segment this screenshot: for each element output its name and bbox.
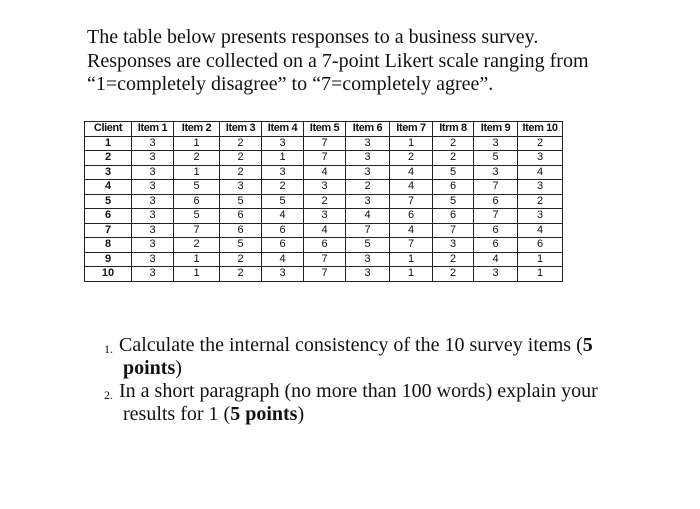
table-cell: 1	[174, 267, 220, 282]
table-row	[85, 267, 563, 282]
table-cell: 7	[390, 194, 433, 209]
table-cell: 3	[132, 151, 174, 166]
client-cell: 2	[85, 151, 132, 166]
client-cell: 6	[85, 209, 132, 224]
column-header: Item 4	[262, 122, 304, 137]
table-cell: 1	[390, 252, 433, 267]
table-cell: 2	[220, 151, 262, 166]
table-cell: 3	[132, 194, 174, 209]
table-cell: 3	[346, 194, 390, 209]
table-cell: 2	[433, 267, 474, 282]
table-cell: 3	[518, 180, 563, 195]
table-cell: 5	[433, 165, 474, 180]
table-row	[85, 180, 563, 195]
table-cell: 2	[174, 151, 220, 166]
table-cell: 2	[518, 136, 563, 151]
table-cell: 6	[518, 238, 563, 253]
table-cell: 1	[390, 136, 433, 151]
question-number: 2.	[104, 388, 113, 402]
table-cell: 1	[174, 165, 220, 180]
table-cell: 1	[174, 136, 220, 151]
table-cell: 4	[304, 165, 346, 180]
question-number: 1.	[104, 342, 113, 356]
table-cell: 6	[433, 209, 474, 224]
column-header: Item 5	[304, 122, 346, 137]
table-cell: 7	[304, 136, 346, 151]
table-cell: 2	[518, 194, 563, 209]
table-cell: 3	[518, 151, 563, 166]
table-cell: 6	[390, 209, 433, 224]
question-text: Calculate the internal consistency of the 10 survey items (	[119, 334, 583, 356]
table-cell: 1	[390, 267, 433, 282]
table-cell: 5	[346, 238, 390, 253]
client-cell: 4	[85, 180, 132, 195]
table-cell: 5	[174, 209, 220, 224]
table-cell: 5	[220, 238, 262, 253]
client-cell: 8	[85, 238, 132, 253]
table-cell: 2	[174, 238, 220, 253]
table-cell: 6	[262, 238, 304, 253]
table-cell: 4	[390, 180, 433, 195]
table-cell: 7	[304, 252, 346, 267]
table-cell: 7	[474, 209, 518, 224]
table-row	[85, 165, 563, 180]
table-cell: 4	[518, 165, 563, 180]
table-cell: 3	[346, 165, 390, 180]
table-cell: 6	[220, 223, 262, 238]
table-cell: 1	[174, 252, 220, 267]
table-cell: 7	[433, 223, 474, 238]
table-cell: 6	[474, 194, 518, 209]
question-points: 5	[582, 334, 593, 356]
client-cell: 3	[85, 165, 132, 180]
table-cell: 3	[132, 165, 174, 180]
column-header: Item 7	[390, 122, 433, 137]
table-cell: 3	[474, 267, 518, 282]
table-cell: 3	[346, 136, 390, 151]
column-header: Item 6	[346, 122, 390, 137]
table-cell: 4	[390, 165, 433, 180]
table-cell: 3	[262, 267, 304, 282]
table-cell: 6	[304, 238, 346, 253]
column-header: Item 9	[474, 122, 518, 137]
table-cell: 3	[304, 180, 346, 195]
table-cell: 2	[220, 165, 262, 180]
table-cell: 3	[262, 136, 304, 151]
table-cell: 4	[262, 252, 304, 267]
table-cell: 3	[346, 151, 390, 166]
survey-table	[84, 121, 563, 282]
table-cell: 3	[132, 136, 174, 151]
table-cell: 4	[474, 252, 518, 267]
table-cell: 5	[433, 194, 474, 209]
table-row	[85, 238, 563, 253]
table-cell: 3	[132, 180, 174, 195]
table-cell: 1	[518, 267, 563, 282]
intro-line: The table below presents responses to a business survey.	[87, 26, 539, 48]
table-cell: 7	[474, 180, 518, 195]
table-cell: 3	[518, 209, 563, 224]
table-body	[85, 136, 563, 281]
column-header: Item 1	[132, 122, 174, 137]
table-cell: 1	[262, 151, 304, 166]
client-cell: 5	[85, 194, 132, 209]
table-cell: 5	[220, 194, 262, 209]
column-header: Itrm 8	[433, 122, 474, 137]
table-cell: 6	[433, 180, 474, 195]
question-points: points	[123, 357, 176, 379]
question-text: results for 1 (	[123, 403, 231, 425]
table-cell: 2	[220, 136, 262, 151]
table-cell: 3	[474, 165, 518, 180]
table-cell: 3	[262, 165, 304, 180]
table-row	[85, 209, 563, 224]
table-cell: 3	[132, 238, 174, 253]
table-cell: 2	[390, 151, 433, 166]
table-cell: 4	[262, 209, 304, 224]
table-row	[85, 223, 563, 238]
question-text: In a short paragraph (no more than 100 words) explain your	[119, 380, 598, 402]
client-cell: 9	[85, 252, 132, 267]
table-cell: 5	[262, 194, 304, 209]
table-cell: 7	[174, 223, 220, 238]
table-cell: 3	[132, 267, 174, 282]
table-cell: 7	[346, 223, 390, 238]
table-cell: 3	[346, 267, 390, 282]
question-text: )	[175, 357, 182, 379]
table-cell: 4	[518, 223, 563, 238]
table-row	[85, 151, 563, 166]
client-cell: 10	[85, 267, 132, 282]
table-cell: 6	[474, 238, 518, 253]
question-text: )	[297, 403, 305, 425]
table-cell: 3	[304, 209, 346, 224]
table-cell: 4	[346, 209, 390, 224]
table-cell: 2	[433, 252, 474, 267]
intro-line: “1=completely disagree” to “7=completely agree”.	[87, 73, 494, 95]
table-cell: 3	[474, 136, 518, 151]
table-cell: 1	[518, 252, 563, 267]
table-header-row	[85, 122, 563, 137]
table-cell: 3	[132, 223, 174, 238]
table-cell: 7	[390, 238, 433, 253]
table-cell: 6	[262, 223, 304, 238]
table-cell: 6	[474, 223, 518, 238]
table-cell: 4	[390, 223, 433, 238]
table-cell: 2	[220, 252, 262, 267]
client-cell: 7	[85, 223, 132, 238]
question-list	[104, 334, 644, 426]
table-cell: 6	[174, 194, 220, 209]
table-cell: 7	[304, 151, 346, 166]
table-cell: 7	[304, 267, 346, 282]
intro-line: Responses are collected on a 7-point Likert scale ranging from	[87, 49, 589, 72]
column-header: Client	[85, 122, 132, 137]
table-cell: 4	[304, 223, 346, 238]
table-cell: 2	[346, 180, 390, 195]
table-cell: 5	[174, 180, 220, 195]
table-cell: 2	[262, 180, 304, 195]
table-row	[85, 136, 563, 151]
table-row	[85, 194, 563, 209]
table-cell: 5	[474, 151, 518, 166]
table-cell: 2	[220, 267, 262, 282]
question-2	[104, 380, 644, 426]
table-cell: 3	[346, 252, 390, 267]
table-cell: 3	[220, 180, 262, 195]
table-cell: 6	[220, 209, 262, 224]
table-row	[85, 252, 563, 267]
table-cell: 2	[433, 151, 474, 166]
question-points: 5 points	[230, 403, 298, 425]
table-cell: 2	[304, 194, 346, 209]
table-cell: 3	[433, 238, 474, 253]
question-1	[104, 334, 644, 380]
table-cell: 3	[132, 209, 174, 224]
table-cell: 3	[132, 252, 174, 267]
table-cell: 2	[433, 136, 474, 151]
column-header: Item 2	[174, 122, 220, 137]
column-header: Item 10	[518, 122, 563, 137]
column-header: Item 3	[220, 122, 262, 137]
intro-paragraph	[87, 26, 647, 97]
client-cell: 1	[85, 136, 132, 151]
